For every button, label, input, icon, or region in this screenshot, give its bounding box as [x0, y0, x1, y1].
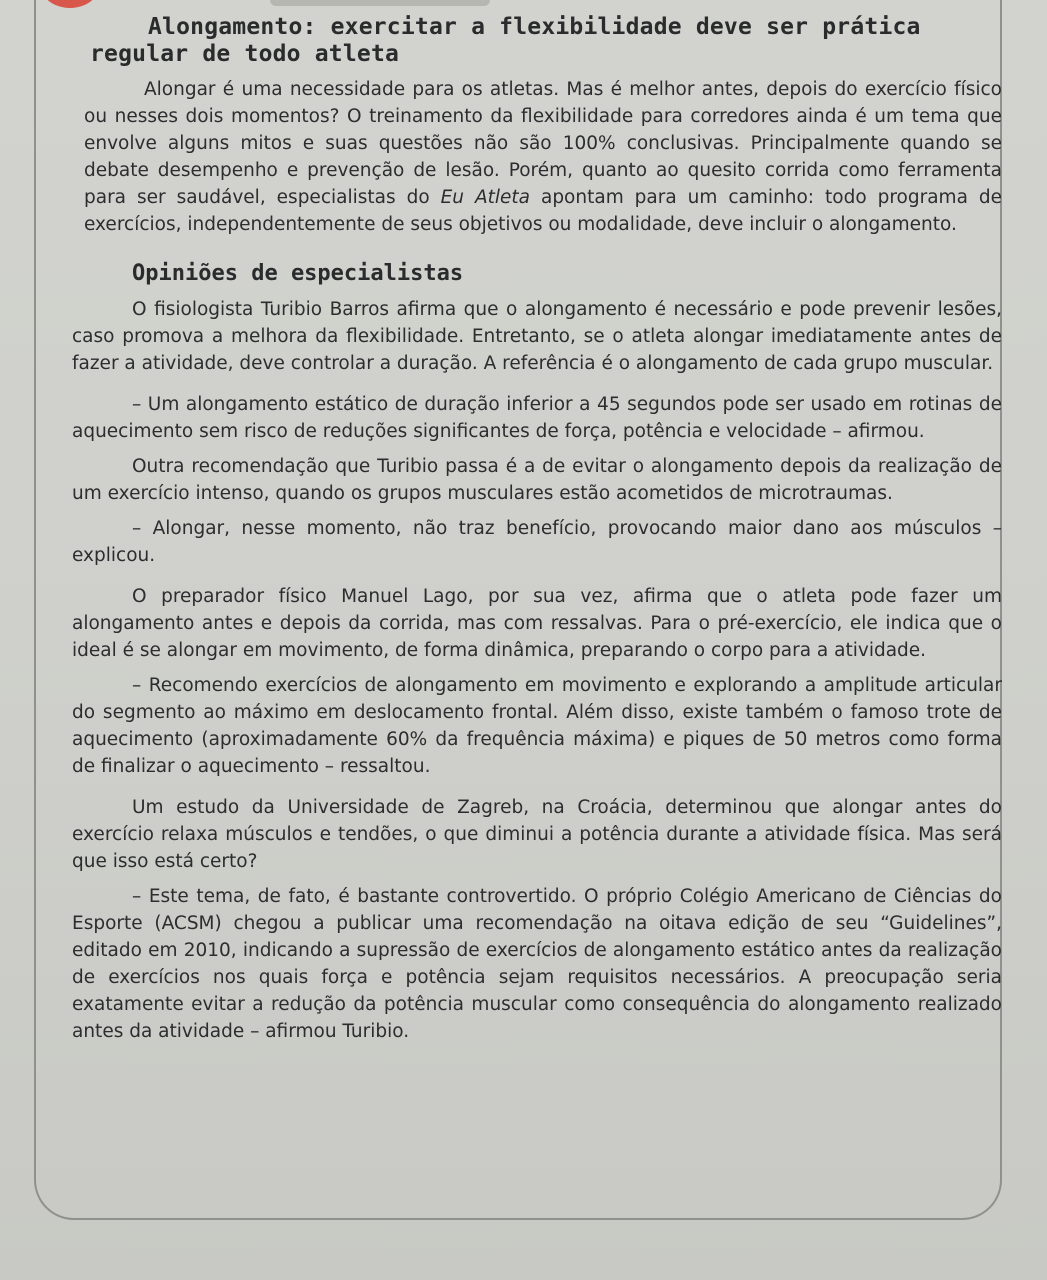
paragraph-quote-dynamic: – Recomendo exercícios de alongamento em movimento e explorando a amplitude articular do segmento ao máximo em deslocamento frontal. Além disso, existe também o famoso trote de aquecimento (aproximadamente 60% da frequência máxima) e piques de 50 metros como forma de finalizar o aquecimento – ressaltou. — [72, 675, 1002, 777]
intro-text-end: apontam para um caminho: todo programa de exercícios, independentemente de seus objetivos ou modalidade, deve incluir o alongamento. — [84, 187, 1002, 235]
paragraph-turibio-intro: O fisiologista Turibio Barros afirma que o alongamento é necessário e pode prevenir lesões, caso promova a melhora da flexibilidade. Entretanto, se o atleta alongar imediatamente antes de fazer a atividade, deve controlar a duração. A referência é o alongamento de cada grupo muscular. — [72, 299, 1002, 374]
paragraph-quote-no-benefit: – Alongar, nesse momento, não traz benefício, provocando maior dano aos músculos – explicou. — [72, 518, 1002, 566]
intro-text-start: Alongar é uma necessidade para os atletas. Mas é melhor antes, depois do exercício físico ou nesses dois momentos? O treinamento da flexibilidade para corredores ainda é um tema que envolve alguns mitos e suas questões não são 100% conclusivas. Principalmente quando se debate desempenho e prevenção de lesão. Porém, quanto ao quesito corrida como ferramenta para ser saudável, especialistas do — [84, 79, 1002, 208]
paragraph-zagreb-study: Um estudo da Universidade de Zagreb, na Croácia, determinou que alongar antes do exercício relaxa músculos e tendões, o que diminui a potência durante a atividade física. Mas será que isso está certo? — [72, 797, 1002, 872]
paragraph-recommendation: Outra recomendação que Turibio passa é a de evitar o alongamento depois da realização de um exercício intenso, quando os grupos musculares estão acometidos de microtraumas. — [72, 456, 1002, 504]
section-heading: Opiniões de especialistas — [132, 261, 464, 286]
intro-paragraph — [84, 76, 1002, 238]
article — [72, 14, 1002, 1045]
publication-name: Eu Atleta — [440, 187, 531, 208]
article-title: Alongamento: exercitar a flexibilidade deve ser prática regular de todo atleta — [90, 14, 921, 67]
paragraph-quote-static-stretch: – Um alongamento estático de duração inferior a 45 segundos pode ser usado em rotinas de aquecimento sem risco de reduções significantes de força, potência e velocidade – afirmou. — [72, 394, 1002, 442]
paragraph-quote-acsm: – Este tema, de fato, é bastante controvertido. O próprio Colégio Americano de Ciências do Esporte (ACSM) chegou a publicar uma recomendação na oitava edição de seu “Guidelines”, editado em 2010, indicando a supressão de exercícios de alongamento estático antes da realização de exercícios nos quais força e potência sejam requisitos necessários. A preocupação seria exatamente evitar a redução da potência muscular como consequência do alongamento realizado antes da atividade – afirmou Turibio. — [72, 886, 1002, 1042]
paragraph-manuel-lago: O preparador físico Manuel Lago, por sua vez, afirma que o atleta pode fazer um alongamento antes e depois da corrida, mas com ressalvas. Para o pré-exercício, ele indica que o ideal é se alongar em movimento, de forma dinâmica, preparando o corpo para a atividade. — [72, 586, 1002, 661]
